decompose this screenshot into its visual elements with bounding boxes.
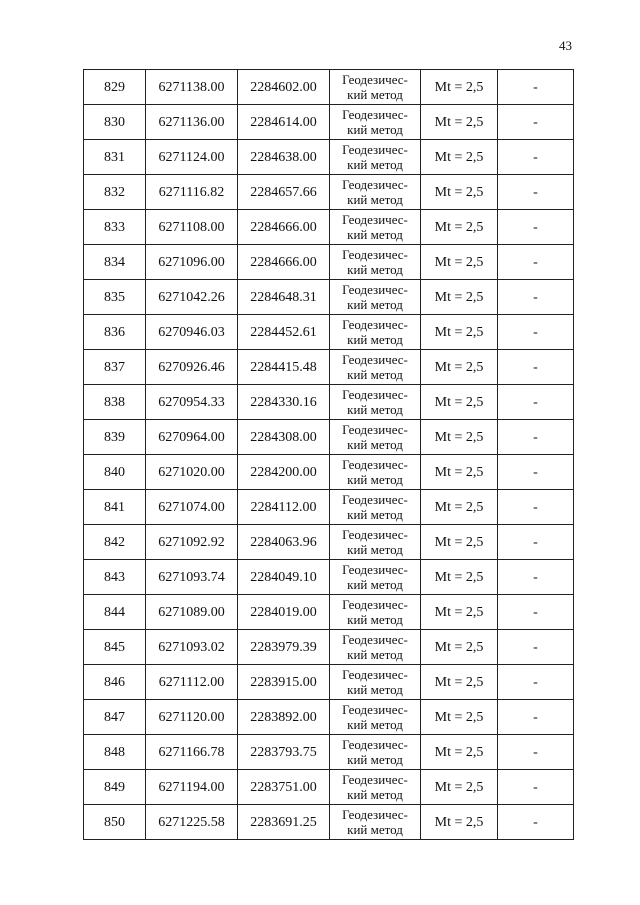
- method-line-2: кий метод: [347, 542, 403, 557]
- method-line-1: Геодезичес-: [342, 562, 408, 577]
- method-cell: [330, 385, 421, 420]
- method-line-2: кий метод: [347, 122, 403, 137]
- method-line-1: Геодезичес-: [342, 177, 408, 192]
- y-coordinate-cell: 2283915.00: [238, 665, 330, 700]
- note-cell: -: [498, 525, 574, 560]
- point-number-cell: 846: [84, 665, 146, 700]
- x-coordinate-cell: 6271112.00: [146, 665, 238, 700]
- note-cell: -: [498, 805, 574, 840]
- method-cell: [330, 560, 421, 595]
- y-coordinate-cell: 2283793.75: [238, 735, 330, 770]
- method-line-1: Геодезичес-: [342, 387, 408, 402]
- method-line-1: Геодезичес-: [342, 72, 408, 87]
- note-cell: -: [498, 70, 574, 105]
- accuracy-cell: Mt = 2,5: [421, 595, 498, 630]
- note-cell: -: [498, 315, 574, 350]
- table-row: [84, 105, 574, 140]
- table-row: [84, 175, 574, 210]
- table-row: [84, 350, 574, 385]
- note-cell: -: [498, 560, 574, 595]
- method-line-2: кий метод: [347, 87, 403, 102]
- table-row: [84, 315, 574, 350]
- method-line-1: Геодезичес-: [342, 597, 408, 612]
- x-coordinate-cell: 6271120.00: [146, 700, 238, 735]
- method-line-2: кий метод: [347, 227, 403, 242]
- point-number-cell: 845: [84, 630, 146, 665]
- method-cell: [330, 770, 421, 805]
- method-cell: [330, 350, 421, 385]
- method-line-1: Геодезичес-: [342, 247, 408, 262]
- accuracy-cell: Mt = 2,5: [421, 455, 498, 490]
- method-cell: [330, 455, 421, 490]
- note-cell: -: [498, 385, 574, 420]
- method-line-2: кий метод: [347, 297, 403, 312]
- x-coordinate-cell: 6271225.58: [146, 805, 238, 840]
- x-coordinate-cell: 6271124.00: [146, 140, 238, 175]
- method-line-1: Геодезичес-: [342, 632, 408, 647]
- x-coordinate-cell: 6271136.00: [146, 105, 238, 140]
- note-cell: -: [498, 280, 574, 315]
- note-cell: -: [498, 630, 574, 665]
- method-cell: [330, 595, 421, 630]
- accuracy-cell: Mt = 2,5: [421, 665, 498, 700]
- table-row: [84, 70, 574, 105]
- y-coordinate-cell: 2283979.39: [238, 630, 330, 665]
- note-cell: -: [498, 350, 574, 385]
- y-coordinate-cell: 2283892.00: [238, 700, 330, 735]
- accuracy-cell: Mt = 2,5: [421, 700, 498, 735]
- note-cell: -: [498, 175, 574, 210]
- method-line-1: Геодезичес-: [342, 282, 408, 297]
- method-line-1: Геодезичес-: [342, 457, 408, 472]
- method-line-1: Геодезичес-: [342, 352, 408, 367]
- accuracy-cell: Mt = 2,5: [421, 175, 498, 210]
- method-line-1: Геодезичес-: [342, 667, 408, 682]
- method-line-2: кий метод: [347, 332, 403, 347]
- accuracy-cell: Mt = 2,5: [421, 735, 498, 770]
- accuracy-cell: Mt = 2,5: [421, 490, 498, 525]
- y-coordinate-cell: 2283691.25: [238, 805, 330, 840]
- method-line-2: кий метод: [347, 787, 403, 802]
- x-coordinate-cell: 6271194.00: [146, 770, 238, 805]
- method-line-2: кий метод: [347, 507, 403, 522]
- method-line-2: кий метод: [347, 682, 403, 697]
- x-coordinate-cell: 6271116.82: [146, 175, 238, 210]
- note-cell: -: [498, 420, 574, 455]
- method-line-2: кий метод: [347, 157, 403, 172]
- note-cell: -: [498, 105, 574, 140]
- y-coordinate-cell: 2284019.00: [238, 595, 330, 630]
- method-line-2: кий метод: [347, 192, 403, 207]
- page-number: 43: [559, 38, 572, 53]
- x-coordinate-cell: 6271166.78: [146, 735, 238, 770]
- method-cell: [330, 70, 421, 105]
- point-number-cell: 838: [84, 385, 146, 420]
- method-line-2: кий метод: [347, 822, 403, 837]
- point-number-cell: 833: [84, 210, 146, 245]
- method-cell: [330, 210, 421, 245]
- point-number-cell: 842: [84, 525, 146, 560]
- note-cell: -: [498, 455, 574, 490]
- y-coordinate-cell: 2284049.10: [238, 560, 330, 595]
- method-line-2: кий метод: [347, 367, 403, 382]
- method-line-1: Геодезичес-: [342, 492, 408, 507]
- table-row: [84, 490, 574, 525]
- x-coordinate-cell: 6270964.00: [146, 420, 238, 455]
- point-number-cell: 834: [84, 245, 146, 280]
- table-row: [84, 210, 574, 245]
- accuracy-cell: Mt = 2,5: [421, 140, 498, 175]
- note-cell: -: [498, 770, 574, 805]
- method-cell: [330, 490, 421, 525]
- point-number-cell: 831: [84, 140, 146, 175]
- method-line-2: кий метод: [347, 472, 403, 487]
- method-line-2: кий метод: [347, 612, 403, 627]
- method-line-1: Геодезичес-: [342, 527, 408, 542]
- x-coordinate-cell: 6271020.00: [146, 455, 238, 490]
- note-cell: -: [498, 700, 574, 735]
- x-coordinate-cell: 6271042.26: [146, 280, 238, 315]
- method-cell: [330, 630, 421, 665]
- method-line-1: Геодезичес-: [342, 807, 408, 822]
- accuracy-cell: Mt = 2,5: [421, 525, 498, 560]
- y-coordinate-cell: 2284063.96: [238, 525, 330, 560]
- accuracy-cell: Mt = 2,5: [421, 560, 498, 595]
- y-coordinate-cell: 2284648.31: [238, 280, 330, 315]
- method-line-1: Геодезичес-: [342, 422, 408, 437]
- y-coordinate-cell: 2284200.00: [238, 455, 330, 490]
- point-number-cell: 847: [84, 700, 146, 735]
- x-coordinate-cell: 6271108.00: [146, 210, 238, 245]
- method-cell: [330, 735, 421, 770]
- point-number-cell: 850: [84, 805, 146, 840]
- method-cell: [330, 280, 421, 315]
- table-row: [84, 560, 574, 595]
- method-cell: [330, 245, 421, 280]
- point-number-cell: 829: [84, 70, 146, 105]
- x-coordinate-cell: 6270926.46: [146, 350, 238, 385]
- table-row: [84, 280, 574, 315]
- method-line-1: Геодезичес-: [342, 772, 408, 787]
- method-line-1: Геодезичес-: [342, 737, 408, 752]
- accuracy-cell: Mt = 2,5: [421, 70, 498, 105]
- table-row: [84, 700, 574, 735]
- point-number-cell: 848: [84, 735, 146, 770]
- method-cell: [330, 175, 421, 210]
- x-coordinate-cell: 6271096.00: [146, 245, 238, 280]
- point-number-cell: 837: [84, 350, 146, 385]
- accuracy-cell: Mt = 2,5: [421, 210, 498, 245]
- x-coordinate-cell: 6271138.00: [146, 70, 238, 105]
- y-coordinate-cell: 2284657.66: [238, 175, 330, 210]
- note-cell: -: [498, 735, 574, 770]
- x-coordinate-cell: 6271089.00: [146, 595, 238, 630]
- x-coordinate-cell: 6271093.02: [146, 630, 238, 665]
- point-number-cell: 839: [84, 420, 146, 455]
- method-line-2: кий метод: [347, 437, 403, 452]
- point-number-cell: 836: [84, 315, 146, 350]
- y-coordinate-cell: 2284602.00: [238, 70, 330, 105]
- method-line-1: Геодезичес-: [342, 212, 408, 227]
- method-line-1: Геодезичес-: [342, 317, 408, 332]
- point-number-cell: 849: [84, 770, 146, 805]
- accuracy-cell: Mt = 2,5: [421, 385, 498, 420]
- note-cell: -: [498, 140, 574, 175]
- y-coordinate-cell: 2283751.00: [238, 770, 330, 805]
- coordinates-table-body: [84, 70, 574, 840]
- table-row: [84, 805, 574, 840]
- method-cell: [330, 700, 421, 735]
- table-row: [84, 420, 574, 455]
- method-cell: [330, 140, 421, 175]
- table-row: [84, 385, 574, 420]
- method-cell: [330, 315, 421, 350]
- accuracy-cell: Mt = 2,5: [421, 245, 498, 280]
- y-coordinate-cell: 2284666.00: [238, 245, 330, 280]
- point-number-cell: 841: [84, 490, 146, 525]
- method-line-2: кий метод: [347, 717, 403, 732]
- x-coordinate-cell: 6271093.74: [146, 560, 238, 595]
- accuracy-cell: Mt = 2,5: [421, 630, 498, 665]
- table-row: [84, 665, 574, 700]
- x-coordinate-cell: 6270954.33: [146, 385, 238, 420]
- point-number-cell: 830: [84, 105, 146, 140]
- table-row: [84, 595, 574, 630]
- accuracy-cell: Mt = 2,5: [421, 805, 498, 840]
- accuracy-cell: Mt = 2,5: [421, 315, 498, 350]
- point-number-cell: 832: [84, 175, 146, 210]
- point-number-cell: 844: [84, 595, 146, 630]
- note-cell: -: [498, 210, 574, 245]
- y-coordinate-cell: 2284452.61: [238, 315, 330, 350]
- method-line-1: Геодезичес-: [342, 702, 408, 717]
- table-row: [84, 140, 574, 175]
- note-cell: -: [498, 245, 574, 280]
- x-coordinate-cell: 6271074.00: [146, 490, 238, 525]
- y-coordinate-cell: 2284614.00: [238, 105, 330, 140]
- accuracy-cell: Mt = 2,5: [421, 770, 498, 805]
- note-cell: -: [498, 490, 574, 525]
- table-row: [84, 770, 574, 805]
- y-coordinate-cell: 2284666.00: [238, 210, 330, 245]
- method-line-1: Геодезичес-: [342, 142, 408, 157]
- table-row: [84, 525, 574, 560]
- point-number-cell: 835: [84, 280, 146, 315]
- method-line-2: кий метод: [347, 577, 403, 592]
- method-line-2: кий метод: [347, 262, 403, 277]
- method-cell: [330, 105, 421, 140]
- method-cell: [330, 805, 421, 840]
- method-line-1: Геодезичес-: [342, 107, 408, 122]
- method-line-2: кий метод: [347, 647, 403, 662]
- accuracy-cell: Mt = 2,5: [421, 280, 498, 315]
- y-coordinate-cell: 2284330.16: [238, 385, 330, 420]
- y-coordinate-cell: 2284415.48: [238, 350, 330, 385]
- accuracy-cell: Mt = 2,5: [421, 105, 498, 140]
- table-row: [84, 245, 574, 280]
- point-number-cell: 843: [84, 560, 146, 595]
- table-row: [84, 735, 574, 770]
- method-line-2: кий метод: [347, 752, 403, 767]
- x-coordinate-cell: 6270946.03: [146, 315, 238, 350]
- table-row: [84, 630, 574, 665]
- coordinates-table: [83, 69, 574, 840]
- table-row: [84, 455, 574, 490]
- accuracy-cell: Mt = 2,5: [421, 420, 498, 455]
- method-cell: [330, 420, 421, 455]
- method-cell: [330, 525, 421, 560]
- method-cell: [330, 665, 421, 700]
- note-cell: -: [498, 595, 574, 630]
- y-coordinate-cell: 2284308.00: [238, 420, 330, 455]
- x-coordinate-cell: 6271092.92: [146, 525, 238, 560]
- accuracy-cell: Mt = 2,5: [421, 350, 498, 385]
- y-coordinate-cell: 2284112.00: [238, 490, 330, 525]
- method-line-2: кий метод: [347, 402, 403, 417]
- note-cell: -: [498, 665, 574, 700]
- point-number-cell: 840: [84, 455, 146, 490]
- y-coordinate-cell: 2284638.00: [238, 140, 330, 175]
